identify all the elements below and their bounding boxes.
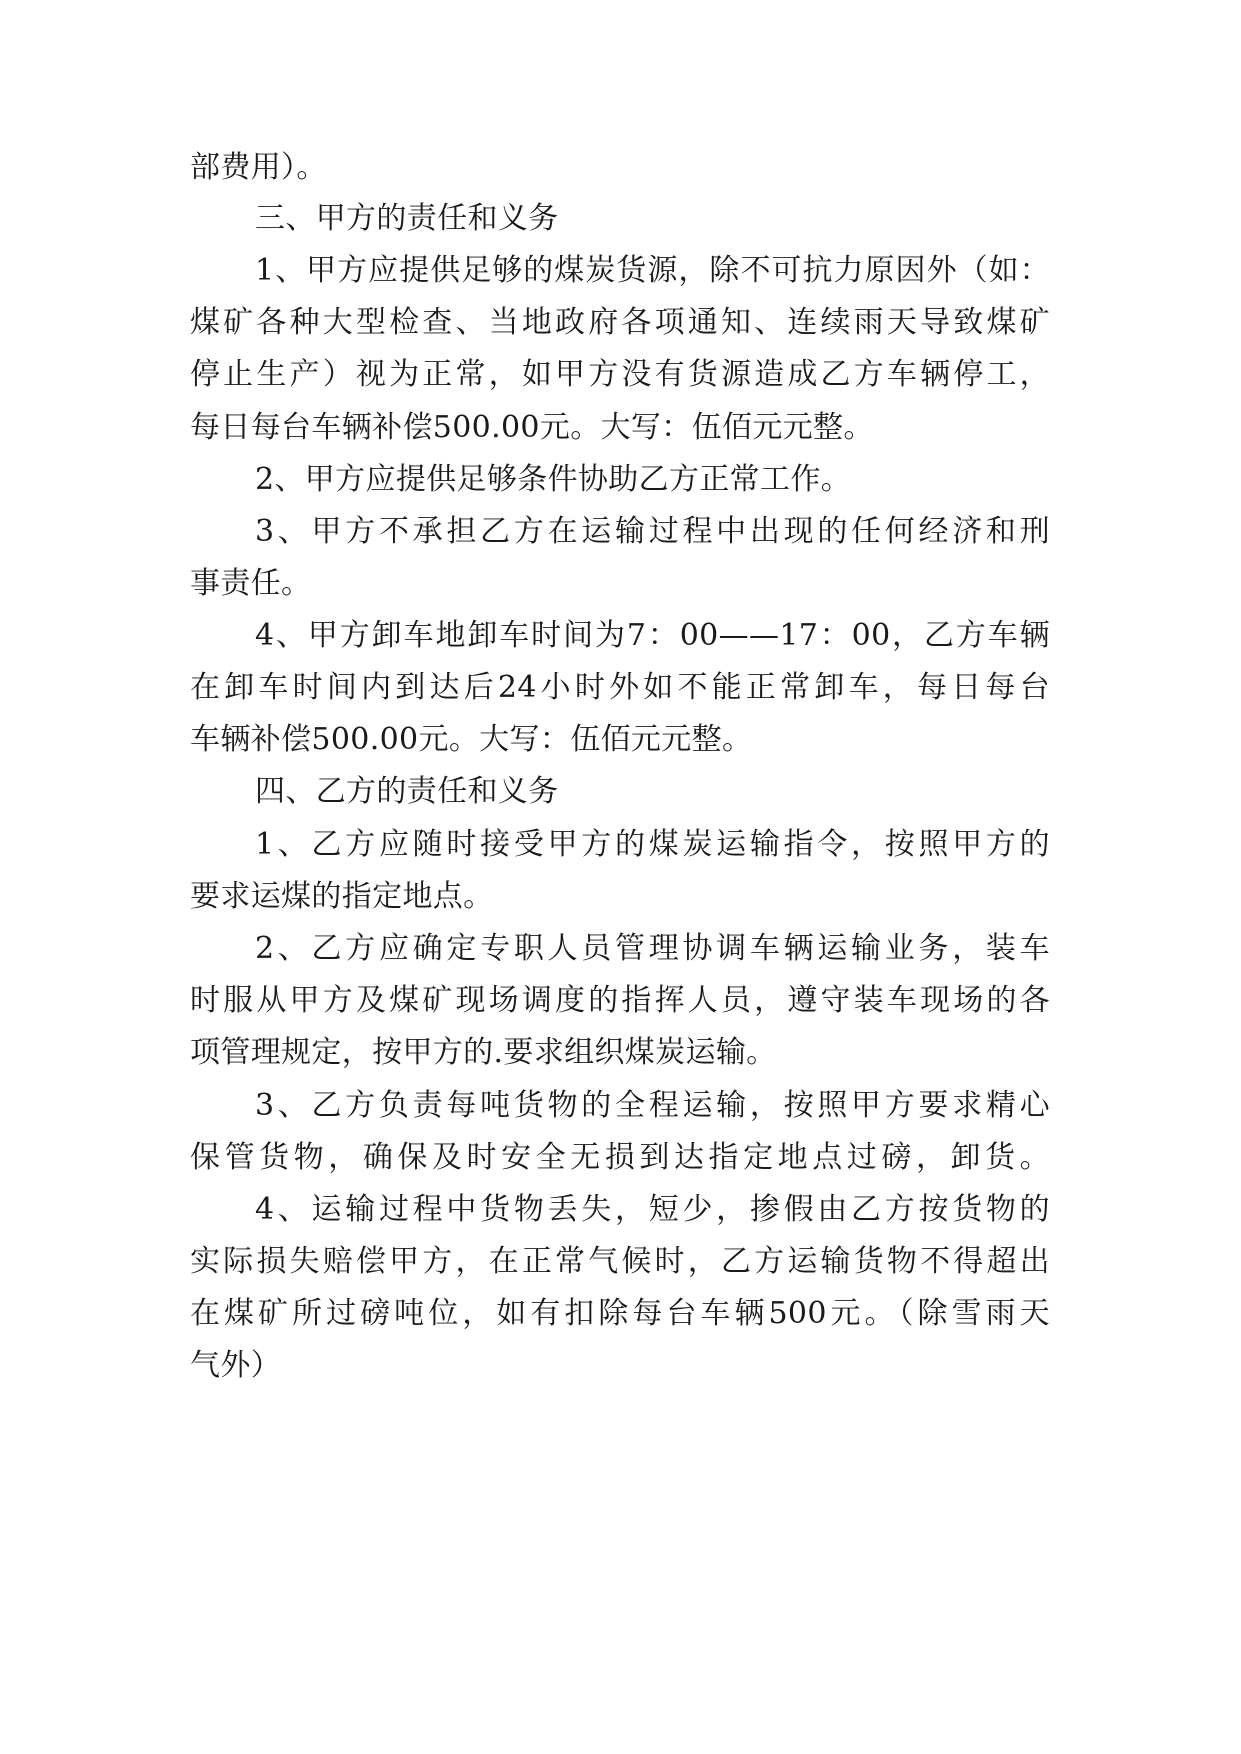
- section-heading: 四、乙方的责任和义务: [255, 774, 559, 809]
- text-line: 2、乙方应确定专职人员管理协调车辆运输业务，装车: [255, 931, 1050, 966]
- text-line: 3、甲方不承担乙方在运输过程中出现的任何经济和刑: [255, 514, 1050, 549]
- text-line: 要求运煤的指定地点。: [190, 879, 494, 914]
- text-line: 部费用）。: [190, 150, 327, 185]
- section-heading: 三、甲方的责任和义务: [255, 201, 559, 236]
- text-line: 事责任。: [190, 566, 312, 601]
- text-line: 项管理规定，按甲方的.要求组织煤炭运输。: [190, 1035, 777, 1070]
- text-line: 气外）: [190, 1348, 282, 1383]
- text-line: 时服从甲方及煤矿现场调度的指挥人员，遵守装车现场的各: [190, 983, 1050, 1018]
- text-line: 3、乙方负责每吨货物的全程运输，按照甲方要求精心: [255, 1088, 1050, 1123]
- text-line: 每日每台车辆补偿500.00元。大写：伍佰元元整。: [190, 410, 874, 445]
- text-line: 在煤矿所过磅吨位，如有扣除每台车辆500元。（除雪雨天: [190, 1296, 1050, 1331]
- text-line: 煤矿各种大型检查、当地政府各项通知、连续雨天导致煤矿: [190, 305, 1050, 340]
- text-line: 1、乙方应随时接受甲方的煤炭运输指令，按照甲方的: [255, 827, 1050, 862]
- text-line: 在卸车时间内到达后24小时外如不能正常卸车，每日每台: [190, 670, 1050, 705]
- text-line: 保管货物，确保及时安全无损到达指定地点过磅，卸货。: [190, 1140, 1050, 1175]
- text-line: 1、甲方应提供足够的煤炭货源，除不可抗力原因外（如：: [255, 253, 1050, 288]
- text-line: 2、甲方应提供足够条件协助乙方正常工作。: [255, 462, 852, 497]
- text-line: 停止生产）视为正常，如甲方没有货源造成乙方车辆停工，: [190, 357, 1050, 392]
- text-line: 实际损失赔偿甲方，在正常气候时，乙方运输货物不得超出: [190, 1244, 1050, 1279]
- text-line: 4、运输过程中货物丢失，短少，掺假由乙方按货物的: [255, 1192, 1050, 1227]
- text-line: 车辆补偿500.00元。大写：伍佰元元整。: [190, 722, 753, 757]
- text-line: 4、甲方卸车地卸车时间为7：00——17：00，乙方车辆: [255, 618, 1050, 653]
